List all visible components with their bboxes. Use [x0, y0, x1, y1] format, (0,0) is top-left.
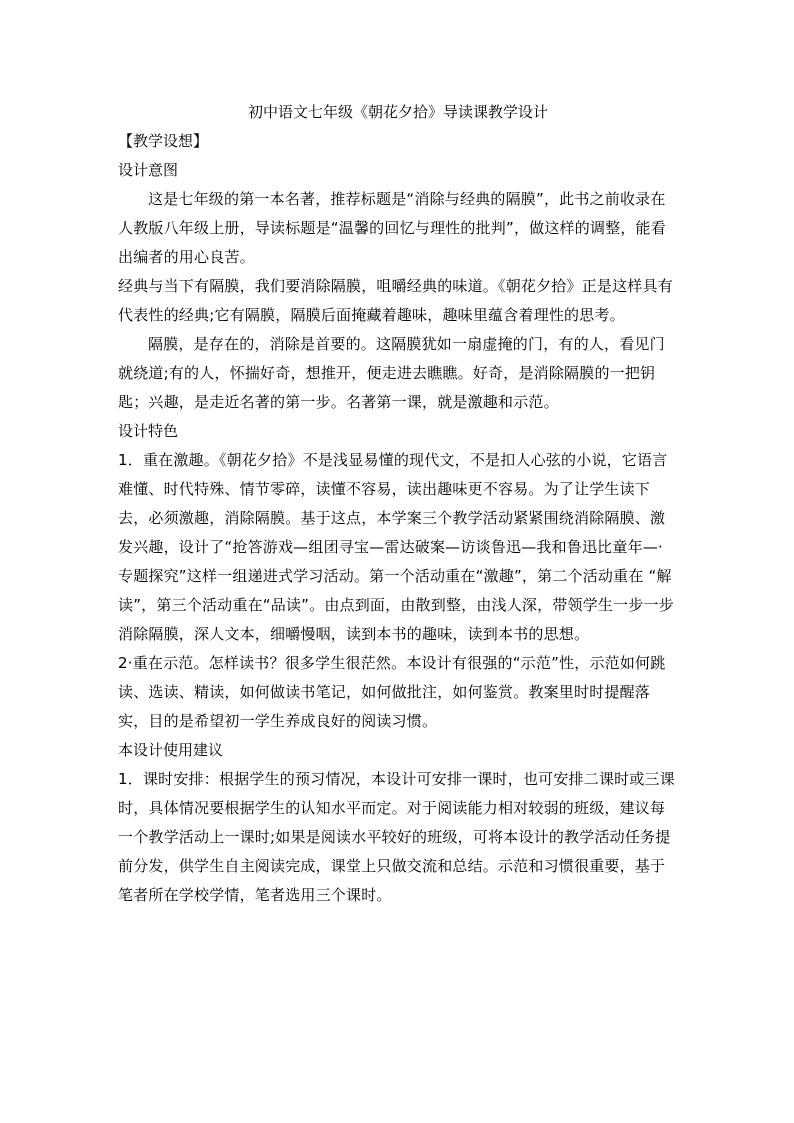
paragraph-intent-1: 这是七年级的第一本名著，推荐标题是“消除与经典的隔膜”，此书之前收录在人教版八年级上册，导读标题是“温馨的回忆与理性的批判”，做这样的调整，能看出编者的用心良苦。	[118, 190, 666, 266]
document-body	[118, 98, 678, 910]
subheading-design-intent: 设计意图	[118, 161, 179, 179]
section-heading-teaching-design: 【教学设想】	[118, 132, 209, 150]
paragraph-usage-1: 1．课时安排：根据学生的预习情况，本设计可安排一课时，也可安排二课时或三课时，具体情况要根据学生的认知水平而定。对于阅读能力相对较弱的班级，建议每一个教学活动上一课时;如果是阅读水平较好的班级，可将本设计的教学活动任务提前分发，供学生自主阅读完成，课堂上只做交流和总结。示范和习惯很重要，基于笔者所在学校学情，笔者选用三个课时。	[118, 770, 675, 904]
document-title: 初中语文七年级《朝花夕拾》导读课教学设计	[247, 103, 548, 121]
subheading-design-features: 设计特色	[118, 422, 179, 440]
subheading-usage-suggestions: 本设计使用建议	[118, 741, 224, 759]
paragraph-intent-2: 经典与当下有隔膜，我们要消除隔膜，咀嚼经典的味道。《朝花夕拾》正是这样具有代表性的经典;它有隔膜，隔膜后面掩藏着趣味，趣味里蕴含着理性的思考。	[118, 277, 673, 324]
paragraph-intent-3: 隔膜，是存在的，消除是首要的。这隔膜犹如一扇虚掩的门，有的人，看见门就绕道;有的人，怀揣好奇，想推开，便走进去瞧瞧。好奇，是消除隔膜的一把钥匙；兴趣，是走近名著的第一步。名著第一课，就是激趣和示范。	[118, 335, 665, 411]
paragraph-feature-1: 1．重在激趣。《朝花夕拾》不是浅显易懂的现代文，不是扣人心弦的小说，它语言难懂、时代特殊、情节零碎，读懂不容易，读出趣味更不容易。为了让学生读下去，必须激趣，消除隔膜。基于这点，本学案三个教学活动紧紧围绕消除隔膜、激发兴趣，设计了“抢答游戏—组团寻宝—雷达破案—访谈鲁迅—我和鲁迅比童年—·专题探究”这样一组递进式学习活动。第一个活动重在“激趣”，第二个活动重在 “解读”，第三个活动重在“品读”。由点到面，由散到整，由浅人深，带领学生一步一步消除隔膜，深人文本，细嚼慢咽，读到本书的趣味，读到本书的思想。	[118, 451, 674, 643]
paragraph-feature-2: 2·重在示范。怎样读书？很多学生很茫然。本设计有很强的“示范”性，示范如何跳读、选读、精读，如何做读书笔记，如何做批注，如何鉴赏。教案里时时提醒落实，目的是希望初一学生养成良好的阅读习惯。	[118, 654, 666, 730]
